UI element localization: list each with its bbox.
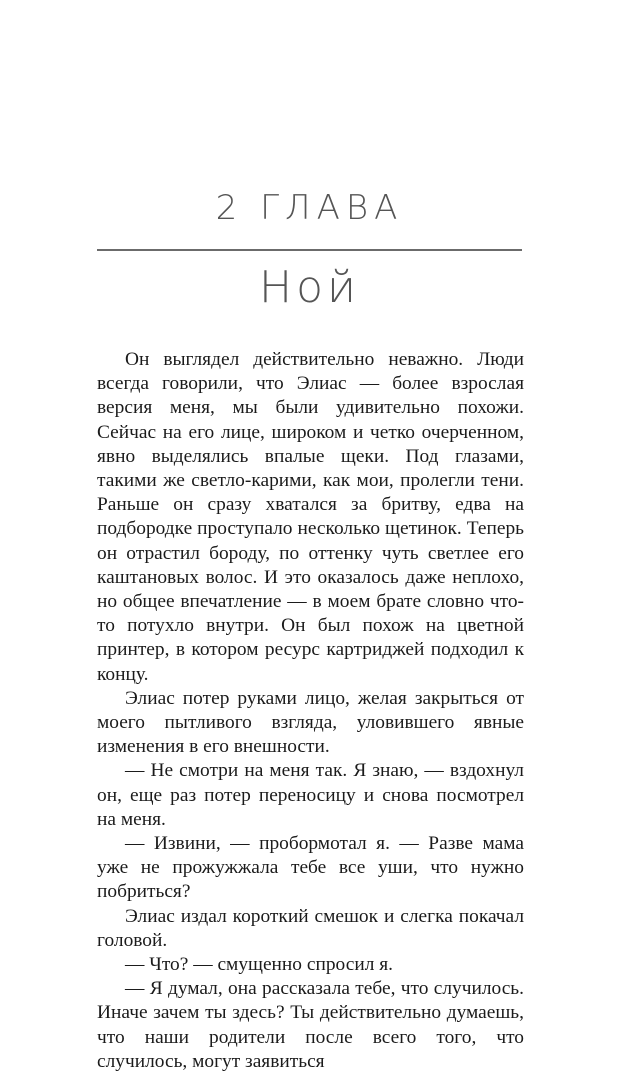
paragraph: — Не смотри на меня так. Я знаю, — вздохнул он, еще раз потер переносицу и снова посмотрел на меня. bbox=[97, 760, 524, 830]
paragraph: — Я думал, она рассказала тебе, что случилось. Иначе зачем ты здесь? Ты действительно думаешь, что наши родители после всего того, что случилось, могут заявиться bbox=[97, 978, 524, 1072]
chapter-title: Ной bbox=[259, 262, 360, 313]
chapter-number: 2 ГЛАВА bbox=[215, 188, 404, 228]
chapter-divider bbox=[97, 249, 522, 251]
paragraph: — Что? — смущенно спросил я. bbox=[125, 954, 393, 976]
paragraph: Элиас издал короткий смешок и слегка покачал головой. bbox=[97, 905, 524, 951]
body-text bbox=[97, 348, 524, 1074]
paragraph: — Извини, — пробормотал я. — Разве мама уже не прожужжала тебе все уши, что нужно побриться? bbox=[97, 833, 524, 903]
paragraph: Элиас потер руками лицо, желая закрыться от моего пытливого взгляда, уловившего явные изменения в его внешности. bbox=[97, 687, 524, 758]
paragraph: Он выглядел действительно неважно. Люди всегда говорили, что Элиас — более взрослая версия меня, мы были удивительно похожи. Сейчас на его лице, широком и четко очерченном, явно выделялись впалые щеки. Под глазами, такими же светло-карими, как мои, пролегли тени. Раньше он сразу хватался за бритву, едва на подбородке проступало несколько щетинок. Теперь он отрастил бороду, по оттенку чуть светлее его каштановых волос. И это оказалось даже неплохо, но общее впечатление — в моем брате словно что-то потухло внутри. Он был похож на цветной принтер, в котором ресурс картриджей подходил к концу. bbox=[97, 349, 524, 685]
